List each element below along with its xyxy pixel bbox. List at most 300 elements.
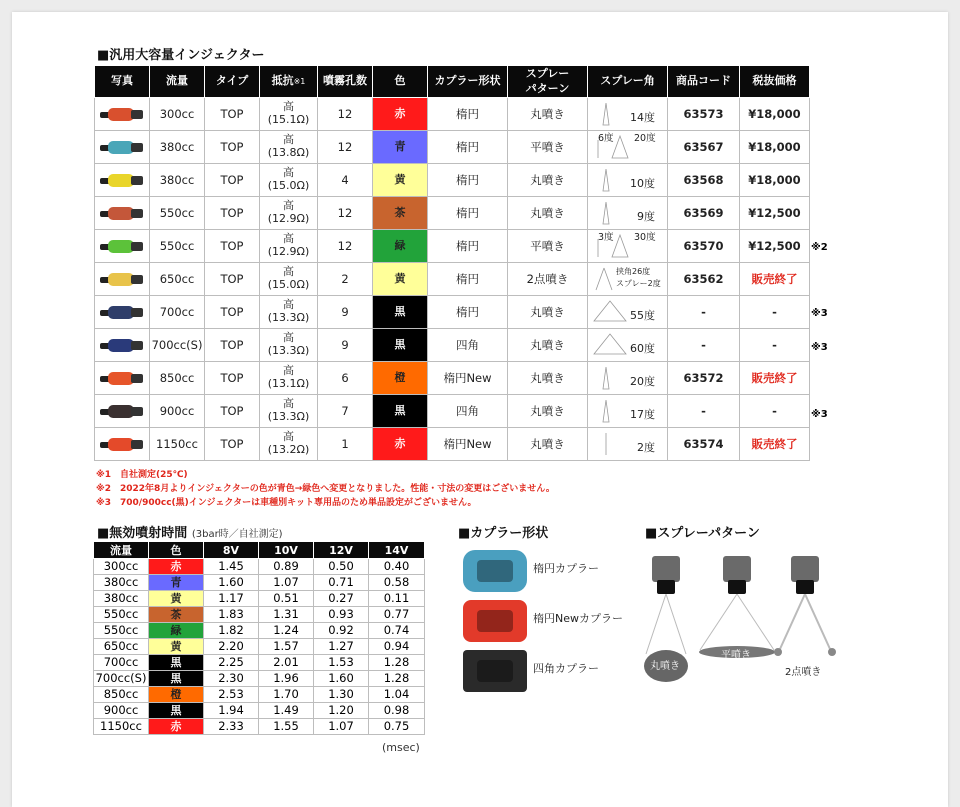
spray-angle-cell [588,197,668,230]
column-header: 色 [373,66,428,98]
coupler-label: 楕円カプラー [533,562,599,575]
resistance-level: 高 [283,430,294,444]
footnote: ※1 自社測定(25℃) [96,470,188,480]
coupler-image [463,650,527,692]
flow-cell: 380cc [150,164,205,197]
dead-time-value: 0.77 [369,607,425,623]
price-cell: ¥12,500 [740,197,810,230]
table-row [95,230,810,263]
spray-angle [588,396,667,426]
injector-image [98,171,146,189]
resistance-level: 高 [283,100,294,114]
column-header-text: パターン [525,81,570,95]
coupler-cell: 楕円 [428,164,508,197]
resistance-value: (13.3Ω) [267,311,310,324]
resistance-cell [260,395,318,428]
flow-color-cell: 黒 [149,655,204,671]
dead-time-value: 0.94 [369,639,425,655]
column-header: 写真 [95,66,150,98]
injector-image [98,270,146,288]
flow-row [94,639,425,655]
pattern-cell: 丸噴き [508,197,588,230]
dead-time-table [93,541,425,735]
spray-angle-cell [588,98,668,131]
resistance-value: (12.9Ω) [267,245,310,258]
injector-image [98,303,146,321]
dead-time-value: 1.83 [204,607,259,623]
flow-column-header: 流量 [94,542,149,559]
coupler-cell: 楕円New [428,428,508,461]
color-cell: 黄 [373,263,428,296]
dead-time-value: 1.94 [204,703,259,719]
dead-time-value: 1.20 [314,703,369,719]
price-cell: 販売終了 [740,263,810,296]
table-row [95,164,810,197]
flow-column-header: 8V [204,542,259,559]
injector-cap [131,143,143,152]
spray-angle-text: 10度 [630,177,655,191]
price-cell: ¥18,000 [740,164,810,197]
spray-angle-cell [588,131,668,164]
injector-cap [131,374,143,383]
dead-time-value: 0.11 [369,591,425,607]
resistance-value: (13.3Ω) [267,410,310,423]
flow-color-cell: 黒 [149,703,204,719]
spray-angle-cell [588,329,668,362]
spray-angle-text: 17度 [630,408,655,422]
table-row [95,296,810,329]
dead-time-value: 2.30 [204,671,259,687]
spray-angle-cell [588,428,668,461]
table-row [95,395,810,428]
column-header-text: 抵抗 [271,74,294,88]
injector-cap [131,308,143,317]
injector-cap [131,209,143,218]
price-cell: - [740,329,810,362]
flow-color-cell: 赤 [149,719,204,735]
dead-time-value: 1.96 [259,671,314,687]
flow-cell: 380cc [94,575,149,591]
flow-row [94,591,425,607]
resistance-value: (13.2Ω) [267,443,310,456]
photo-cell [95,329,150,362]
flow-color-cell: 黄 [149,591,204,607]
injector-nozzle-image [791,556,819,582]
flow-color-cell: 茶 [149,607,204,623]
injector-image [98,435,146,453]
coupler-cell: 楕円 [428,230,508,263]
holes-cell: 2 [318,263,373,296]
flow-header-row [94,542,425,559]
flow-color-cell: 黒 [149,671,204,687]
product-code-cell: 63572 [668,362,740,395]
spray-angle [588,429,667,459]
pattern-cell: 丸噴き [508,395,588,428]
resistance-value: (15.1Ω) [267,113,310,126]
type-cell: TOP [205,98,260,131]
coupler-cell: 楕円 [428,197,508,230]
pattern-cell: 丸噴き [508,428,588,461]
column-header [260,66,318,98]
injector-cap [131,275,143,284]
color-cell: 赤 [373,98,428,131]
product-code-cell: 63574 [668,428,740,461]
flow-row [94,559,425,575]
footnote: ※2 2022年8月よりインジェクターの色が青色→緑色へ変更となりました。性能・寸法の変更はございません。 [96,484,555,494]
dead-time-value: 0.93 [314,607,369,623]
spray-angle-cell [588,362,668,395]
injector-image [98,336,146,354]
unit-label: (msec) [382,741,420,754]
resistance-level: 高 [283,199,294,213]
holes-cell: 1 [318,428,373,461]
dead-time-value: 1.17 [204,591,259,607]
product-code-cell: 63567 [668,131,740,164]
column-header-text: スプレー [525,67,570,81]
resistance-level: 高 [283,331,294,345]
coupler-socket [477,660,513,682]
flow-cell: 850cc [94,687,149,703]
flow-cell: 300cc [150,98,205,131]
spray-angle [588,264,667,294]
flow-row [94,719,425,735]
table-row [95,362,810,395]
spray-angle-cell [588,296,668,329]
price-cell: 販売終了 [740,428,810,461]
spray-angle [588,165,667,195]
price-cell: ¥18,000 [740,131,810,164]
spray-angle [588,132,667,162]
spray-angle [588,363,667,393]
dead-time-value: 0.71 [314,575,369,591]
resistance-level: 高 [283,166,294,180]
spray-angle-text: 14度 [630,111,655,125]
dead-time-value: 0.58 [369,575,425,591]
dead-time-value: 2.01 [259,655,314,671]
resistance-level: 高 [283,298,294,312]
resistance-cell [260,230,318,263]
holes-cell: 9 [318,296,373,329]
resistance-cell [260,164,318,197]
spray-pattern-label: 丸噴き [650,661,680,672]
flow-column-header: 色 [149,542,204,559]
injector-cap [131,110,143,119]
coupler-cell: 楕円 [428,98,508,131]
injector-nozzle-image [723,556,751,582]
spray-angle-cell [588,395,668,428]
photo-cell [95,230,150,263]
spray-angle-text: 55度 [630,309,655,323]
dead-time-value: 1.55 [259,719,314,735]
resistance-value: (15.0Ω) [267,278,310,291]
flow-row [94,655,425,671]
flow-row [94,607,425,623]
type-cell: TOP [205,263,260,296]
row-note: ※3 [811,408,828,420]
dead-time-value: 1.30 [314,687,369,703]
type-cell: TOP [205,428,260,461]
flow-row [94,671,425,687]
flow-cell: 550cc [94,623,149,639]
flow-cell: 700cc [150,296,205,329]
injector-cap [131,176,143,185]
injector-image [98,402,146,420]
price-cell: ¥12,500 [740,230,810,263]
holes-cell: 4 [318,164,373,197]
price-cell: - [740,395,810,428]
flow-cell: 650cc [94,639,149,655]
dead-time-value: 1.60 [204,575,259,591]
column-header: 噴霧孔数 [318,66,373,98]
pattern-cell: 2点噴き [508,263,588,296]
holes-cell: 6 [318,362,373,395]
injector-cap [131,341,143,350]
dead-time-value: 1.53 [314,655,369,671]
type-cell: TOP [205,329,260,362]
flow-color-cell: 青 [149,575,204,591]
spray-angle-text: 2度 [637,441,655,455]
flow-section-title [97,522,283,541]
spray-pattern-label: 平噴き [721,650,751,661]
pattern-cell: 丸噴き [508,164,588,197]
nozzle-tip [796,580,814,594]
dead-time-value: 0.27 [314,591,369,607]
type-cell: TOP [205,395,260,428]
photo-cell [95,395,150,428]
pattern-cell: 平噴き [508,131,588,164]
table-row [95,263,810,296]
price-cell: 販売終了 [740,362,810,395]
dead-time-value: 2.25 [204,655,259,671]
resistance-value: (13.1Ω) [267,377,310,390]
spray-angle-text: 20度 [630,375,655,389]
photo-cell [95,98,150,131]
holes-cell: 9 [318,329,373,362]
holes-cell: 12 [318,230,373,263]
flow-cell: 650cc [150,263,205,296]
resistance-cell [260,428,318,461]
spray-angle [588,231,667,261]
flow-cell: 1150cc [94,719,149,735]
dead-time-value: 0.75 [369,719,425,735]
dead-time-value: 1.07 [314,719,369,735]
resistance-value: (13.3Ω) [267,344,310,357]
dead-time-value: 0.98 [369,703,425,719]
coupler-image [463,550,527,592]
photo-cell [95,428,150,461]
product-code-cell: - [668,296,740,329]
flow-cell: 700cc(S) [150,329,205,362]
flow-column-header: 12V [314,542,369,559]
flow-color-cell: 黄 [149,639,204,655]
dead-time-value: 1.24 [259,623,314,639]
flow-row [94,623,425,639]
dead-time-value: 0.40 [369,559,425,575]
product-code-cell: 63570 [668,230,740,263]
spray-angle-text: 60度 [630,342,655,356]
flow-cell: 700cc(S) [94,671,149,687]
flow-cell: 900cc [94,703,149,719]
flow-cell: 1150cc [150,428,205,461]
color-cell: 緑 [373,230,428,263]
holes-cell: 12 [318,131,373,164]
injector-cap [131,407,143,416]
resistance-cell [260,296,318,329]
type-cell: TOP [205,296,260,329]
spray-angle-text: 30度 [634,232,656,243]
injector-image [98,369,146,387]
pattern-cell: 丸噴き [508,329,588,362]
spray-angle-cell [588,230,668,263]
color-cell: 橙 [373,362,428,395]
spray-angle-sub-text: 6度 [598,133,614,144]
spray-angle-text: 挟角26度 [616,267,651,276]
holes-cell: 7 [318,395,373,428]
coupler-cell: 楕円New [428,362,508,395]
dead-time-value: 0.50 [314,559,369,575]
photo-cell [95,263,150,296]
spray-angle [588,330,667,360]
flow-row [94,703,425,719]
dead-time-value: 1.07 [259,575,314,591]
coupler-cell: 楕円 [428,131,508,164]
dead-time-value: 2.20 [204,639,259,655]
flow-cell: 900cc [150,395,205,428]
product-code-cell: 63569 [668,197,740,230]
photo-cell [95,296,150,329]
column-header: 商品コード [668,66,740,98]
type-cell: TOP [205,197,260,230]
type-cell: TOP [205,164,260,197]
dead-time-value: 1.70 [259,687,314,703]
spray-angle [588,99,667,129]
column-header: 流量 [150,66,205,98]
resistance-cell [260,362,318,395]
flow-row [94,687,425,703]
coupler-socket [477,610,513,632]
dead-time-value: 1.31 [259,607,314,623]
flow-cell: 850cc [150,362,205,395]
dead-time-value: 0.51 [259,591,314,607]
type-cell: TOP [205,230,260,263]
table-row [95,131,810,164]
photo-cell [95,197,150,230]
injector-cap [131,242,143,251]
spray-angle-cell [588,164,668,197]
pattern-cell: 平噴き [508,230,588,263]
dead-time-value: 1.82 [204,623,259,639]
product-code-cell: - [668,329,740,362]
color-cell: 黒 [373,329,428,362]
pattern-cell: 丸噴き [508,362,588,395]
dead-time-value: 0.74 [369,623,425,639]
coupler-cell: 四角 [428,395,508,428]
product-code-cell: 63573 [668,98,740,131]
injector-image [98,138,146,156]
photo-cell [95,164,150,197]
spray-angle-cell [588,263,668,296]
dead-time-value: 1.28 [369,655,425,671]
table-row [95,98,810,131]
resistance-value: (13.8Ω) [267,146,310,159]
coupler-cell: 四角 [428,329,508,362]
holes-cell: 12 [318,197,373,230]
coupler-label: 四角カプラー [533,662,599,675]
color-cell: 青 [373,131,428,164]
pattern-cell: 丸噴き [508,98,588,131]
flow-row [94,575,425,591]
holes-cell: 12 [318,98,373,131]
flow-cell: 550cc [150,230,205,263]
spray-pattern-label: 2点噴き [785,667,822,678]
product-code-cell: 63568 [668,164,740,197]
pattern-cell: 丸噴き [508,296,588,329]
type-cell: TOP [205,131,260,164]
dead-time-value: 2.33 [204,719,259,735]
row-note: ※3 [811,341,828,353]
resistance-level: 高 [283,133,294,147]
coupler-cell: 楕円 [428,263,508,296]
nozzle-tip [657,580,675,594]
table-row [95,428,810,461]
injector-spec-table [94,65,810,461]
dead-time-value: 1.60 [314,671,369,687]
dead-time-value: 1.49 [259,703,314,719]
coupler-cell: 楕円 [428,296,508,329]
flow-color-cell: 緑 [149,623,204,639]
type-cell: TOP [205,362,260,395]
flow-color-cell: 赤 [149,559,204,575]
flow-cell: 380cc [94,591,149,607]
dead-time-value: 0.92 [314,623,369,639]
spray-angle [588,198,667,228]
photo-cell [95,362,150,395]
dead-time-value: 1.04 [369,687,425,703]
photo-cell [95,131,150,164]
resistance-value: (15.0Ω) [267,179,310,192]
row-note: ※3 [811,308,828,320]
color-cell: 茶 [373,197,428,230]
footnote: ※3 700/900cc(黒)インジェクターは車種別キット専用品のため単品設定がございません。 [96,498,477,508]
flow-cell: 700cc [94,655,149,671]
spray-angle-text: 9度 [637,210,655,224]
coupler-image [463,600,527,642]
resistance-level: 高 [283,232,294,246]
dead-time-value: 2.53 [204,687,259,703]
injector-image [98,204,146,222]
resistance-cell [260,98,318,131]
resistance-cell [260,197,318,230]
resistance-level: 高 [283,364,294,378]
injector-cap [131,440,143,449]
flow-column-header: 14V [369,542,425,559]
spray-angle-sub-text: スプレー2度 [616,279,661,288]
dead-time-value: 1.45 [204,559,259,575]
resistance-cell [260,263,318,296]
spray-angle-text: 20度 [634,133,656,144]
resistance-value: (12.9Ω) [267,212,310,225]
product-code-cell: 63562 [668,263,740,296]
main-table-title: ■汎用大容量インジェクター [97,48,265,63]
column-header: 税抜価格 [740,66,810,98]
injector-image [98,237,146,255]
column-header-note: ※1 [293,77,306,87]
price-cell: - [740,296,810,329]
color-cell: 黄 [373,164,428,197]
resistance-cell [260,329,318,362]
color-cell: 黒 [373,296,428,329]
color-cell: 黒 [373,395,428,428]
